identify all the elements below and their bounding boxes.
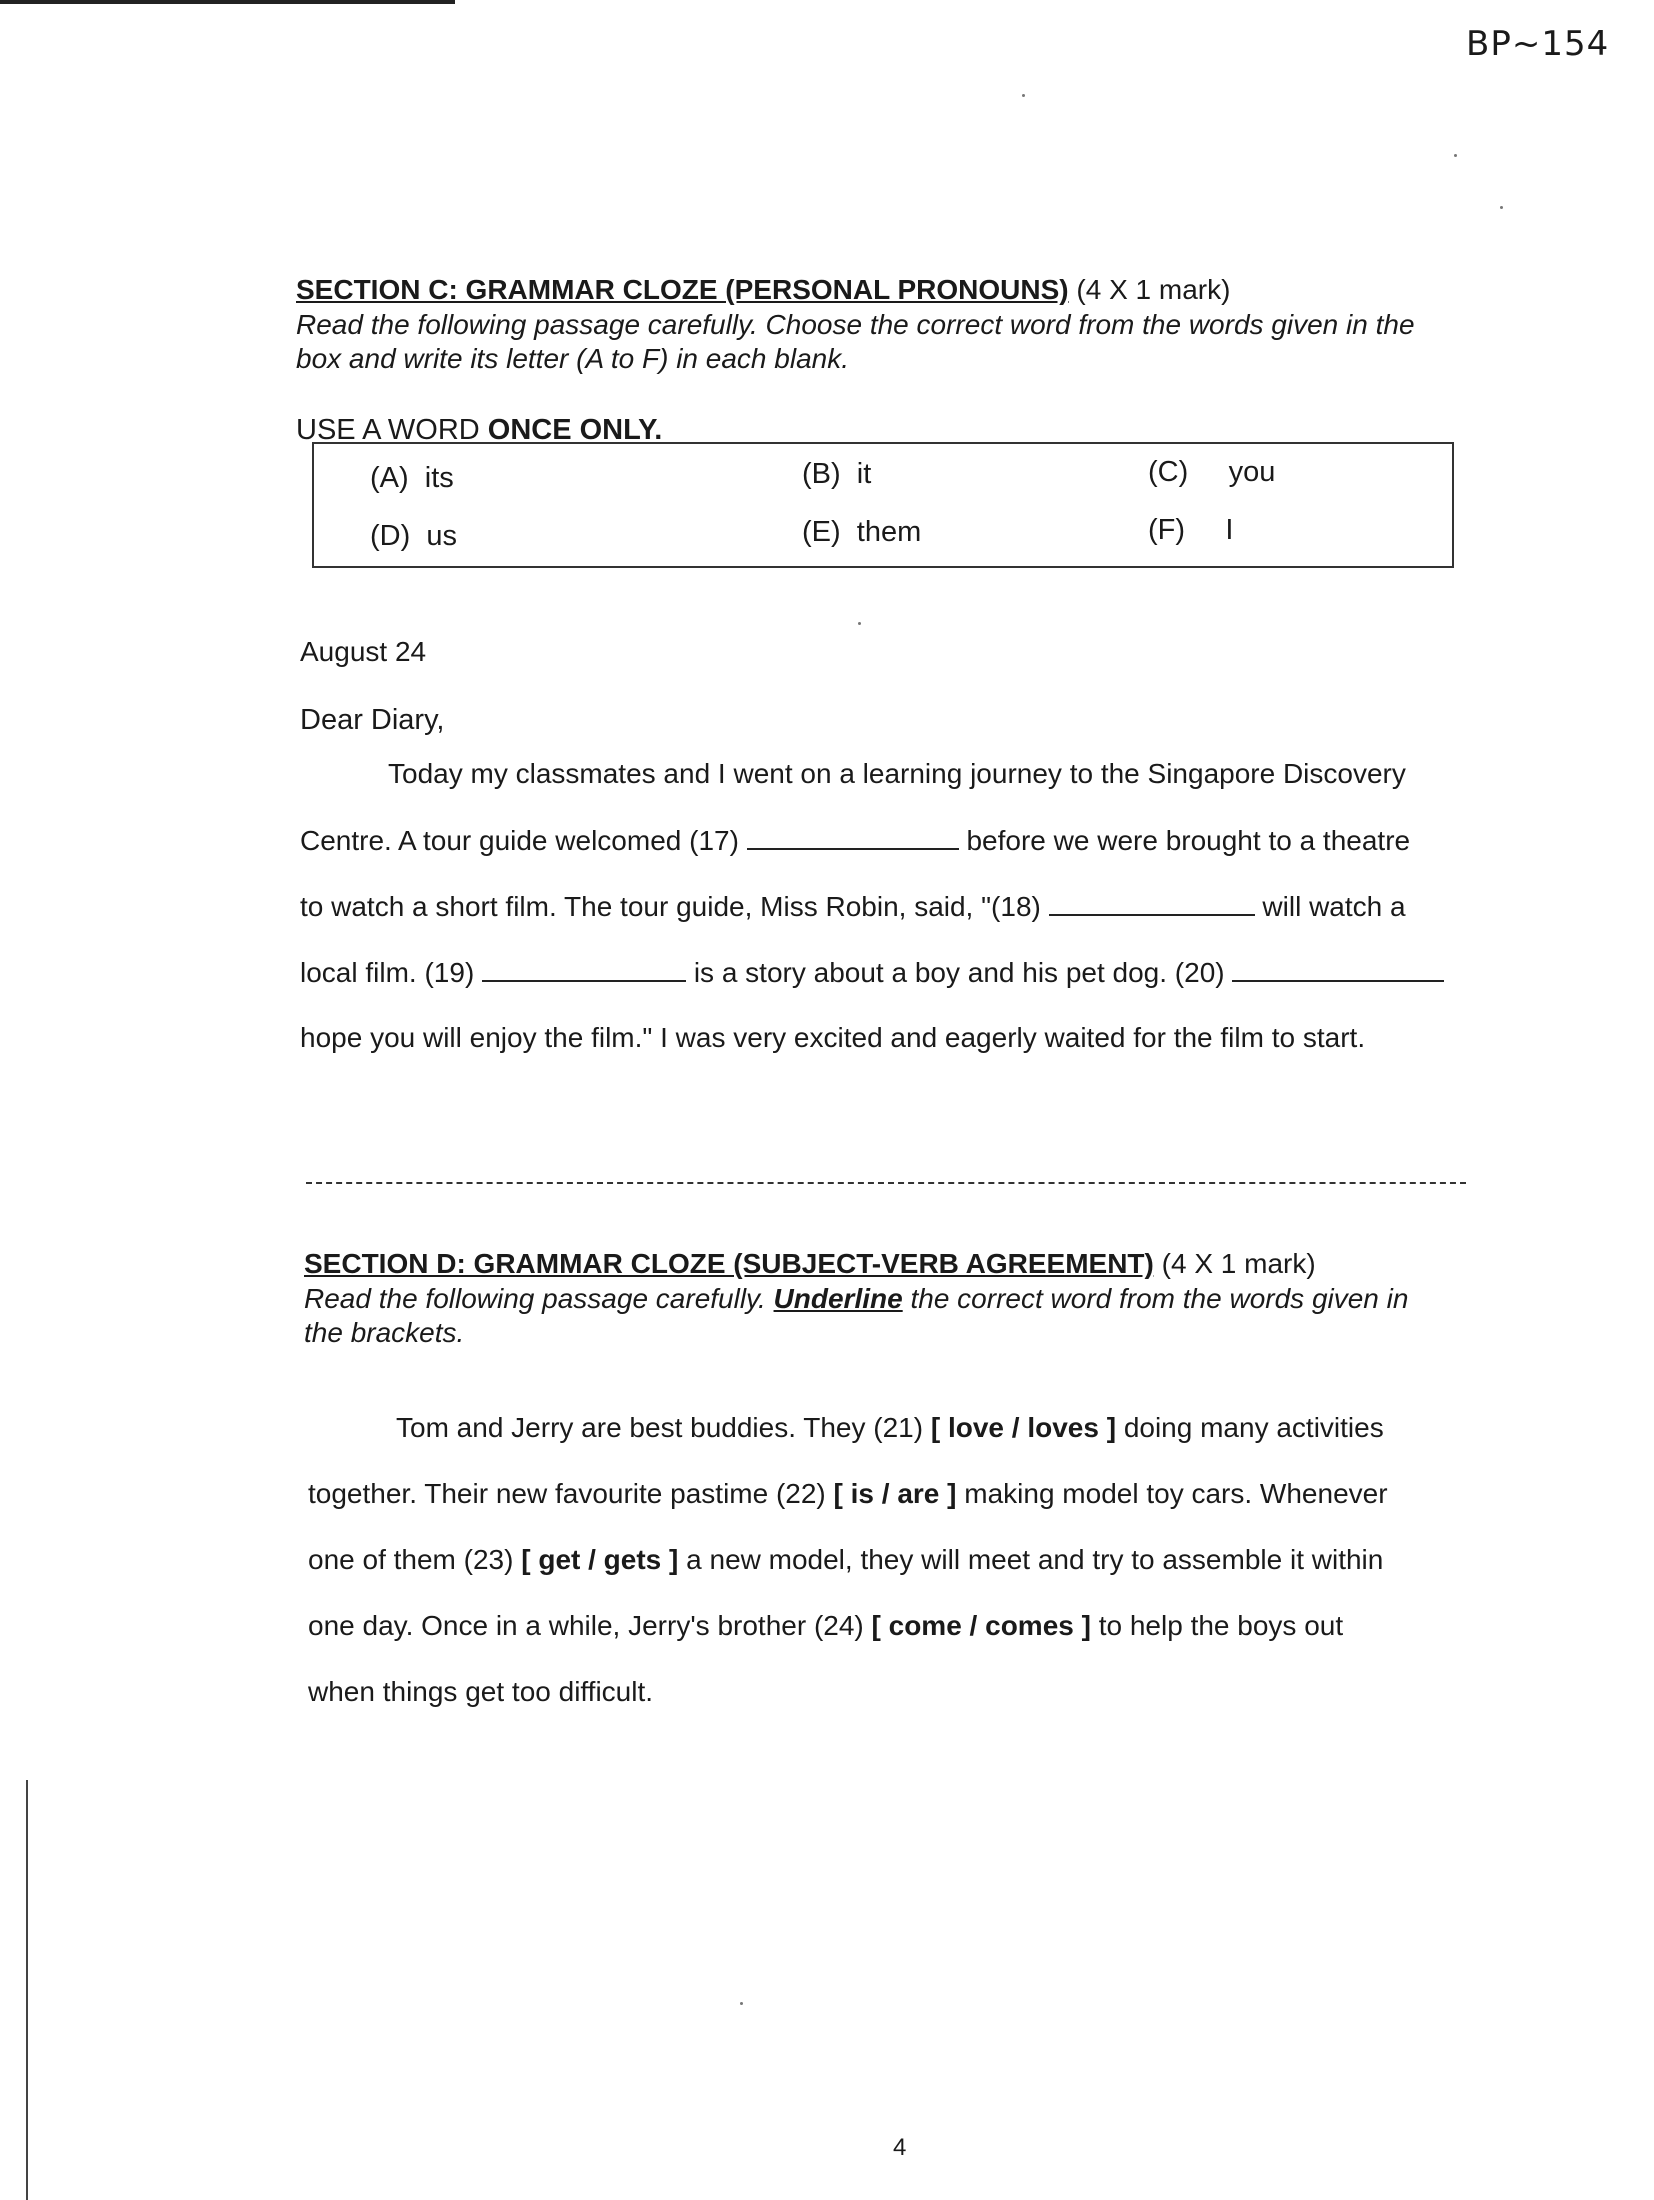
left-edge-rule	[26, 1780, 28, 2200]
passage-line-3: to watch a short film. The tour guide, Miss Robin, said, "(18) will watch a	[300, 891, 1406, 922]
passage-line-4: local film. (19) is a story about a boy and his pet dog. (20)	[300, 956, 1444, 989]
sva-line-2: together. Their new favourite pastime (22) [ is / are ] making model toy cars. Whenever	[308, 1478, 1388, 1509]
sva-line-1: Tom and Jerry are best buddies. They (21) [ love / loves ] doing many activities	[396, 1412, 1384, 1443]
passage-line-5: hope you will enjoy the film." I was very excited and eagerly waited for the film to start.	[300, 1022, 1366, 1053]
scan-speck	[1500, 206, 1503, 209]
answer-blank-19[interactable]	[482, 956, 686, 982]
word-option-b: (B) it	[802, 458, 872, 490]
section-d-instruction-line1: Read the following passage carefully. Underline the correct word from the words given in	[304, 1283, 1409, 1314]
bracket-choice-21[interactable]: [ love / loves ]	[930, 1412, 1117, 1443]
bracket-choice-22[interactable]: [ is / are ]	[833, 1478, 957, 1509]
passage-line-2: Centre. A tour guide welcomed (17) before we were brought to a theatre	[300, 825, 1411, 856]
page-code: BP~154	[1466, 24, 1610, 64]
sva-line-5: when things get too difficult.	[308, 1676, 654, 1707]
section-d-title: SECTION D: GRAMMAR CLOZE (SUBJECT-VERB AGREEMENT)	[304, 1248, 1154, 1279]
section-d-marks: (4 X 1 mark)	[1161, 1248, 1316, 1279]
use-once-bold: ONCE ONLY.	[487, 414, 663, 446]
answer-blank-20[interactable]	[1232, 956, 1444, 982]
top-edge-rule	[0, 0, 455, 4]
passage-line-1: Today my classmates and I went on a learning journey to the Singapore Discovery	[388, 758, 1406, 789]
diary-greeting: Dear Diary,	[300, 704, 445, 736]
use-once-prefix: USE A WORD	[296, 414, 480, 446]
scan-speck	[1454, 154, 1457, 157]
section-d-instruction-line2: the brackets.	[304, 1317, 465, 1348]
section-c-instruction-line2: box and write its letter (A to F) in each blank.	[296, 343, 849, 374]
answer-blank-18[interactable]	[1049, 890, 1255, 916]
sva-line-3: one of them (23) [ get / gets ] a new model, they will meet and try to assemble it within	[308, 1544, 1384, 1575]
sva-line-4: one day. Once in a while, Jerry's brother (24) [ come / comes ] to help the boys out	[308, 1610, 1344, 1641]
scan-speck	[740, 2002, 743, 2005]
answer-blank-17[interactable]	[747, 824, 959, 850]
page-number: 4	[893, 2134, 907, 2161]
word-option-d: (D) us	[370, 520, 458, 552]
word-option-f: (F) I	[1148, 514, 1234, 546]
section-d-heading	[304, 1246, 1484, 1350]
word-option-c: (C) you	[1148, 456, 1276, 488]
word-bank-box	[312, 442, 1454, 568]
section-c-marks: (4 X 1 mark)	[1076, 274, 1231, 305]
bracket-choice-24[interactable]: [ come / comes ]	[871, 1610, 1091, 1641]
word-option-a: (A) its	[370, 462, 454, 494]
section-divider	[306, 1182, 1466, 1184]
diary-date: August 24	[300, 636, 427, 667]
scan-speck	[858, 622, 861, 625]
section-c-instruction-line1: Read the following passage carefully. Choose the correct word from the words given in the	[296, 309, 1415, 340]
section-c-heading	[296, 272, 1476, 376]
scan-speck	[1022, 94, 1025, 97]
word-option-e: (E) them	[802, 516, 922, 548]
section-c-title: SECTION C: GRAMMAR CLOZE (PERSONAL PRONOUNS)	[296, 274, 1069, 305]
bracket-choice-23[interactable]: [ get / gets ]	[521, 1544, 679, 1575]
